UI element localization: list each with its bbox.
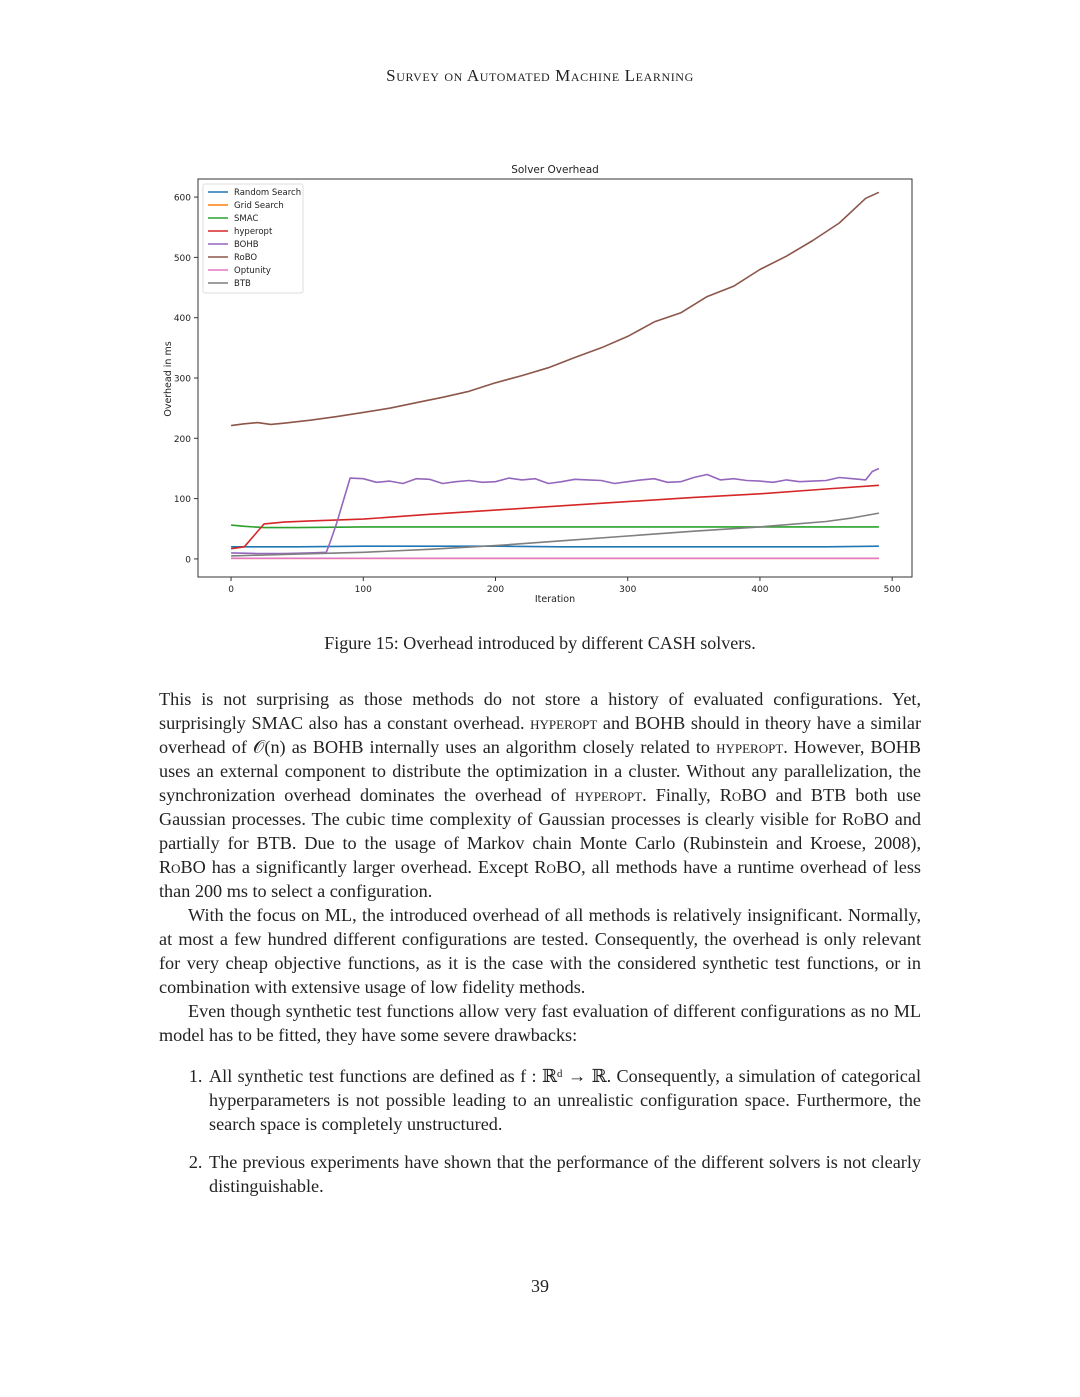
body-text (159, 687, 921, 1212)
y-axis (174, 194, 198, 566)
figure-caption: Figure 15: Overhead introduced by different CASH solvers. (324, 633, 756, 653)
x-tick-label: 500 (883, 585, 901, 595)
x-tick-label: 300 (619, 585, 637, 595)
drawbacks-list (159, 1064, 921, 1198)
small-caps-name: hyperopt (716, 737, 784, 757)
small-caps-name: RoBO (534, 857, 582, 877)
running-header: Survey on Automated Machine Learning (386, 66, 694, 85)
legend-label: Random Search (234, 188, 302, 198)
x-tick-label: 200 (486, 585, 505, 595)
x-tick-label: 400 (751, 585, 769, 595)
text-run: . However, BOHB uses an external component to distribute the optimization in a cluster. Without any parallelization, the synchronization overhead dominates the overhead of (159, 737, 921, 805)
legend-label: Grid Search (234, 201, 284, 211)
series-line-hyperopt (231, 485, 879, 548)
figure-solver-overhead (150, 155, 930, 615)
list-item: 1. All synthetic test functions are defined as f : ℝᵈ → ℝ. Consequently, a simulation of categorical hyperparameters is not possible leading to an unrealistic configuration space. Furthermore, the search space is completely unstructured. (207, 1064, 921, 1136)
y-tick-label: 0 (185, 555, 191, 566)
text-run: and partially for BTB. Due to the usage of Markov chain Monte Carlo (Rubinstein and Kroese, 2008), (159, 809, 922, 853)
x-axis (228, 577, 901, 595)
small-caps-name: RoBO (159, 857, 206, 877)
paragraph-3: Even though synthetic test functions allow very fast evaluation of different configurations as no ML model has to be fitted, they have some severe drawbacks: (159, 1001, 921, 1045)
text-run: and BOHB should in theory have a similar overhead of 𝒪(n) as BOHB internally uses an algorithm closely related to (159, 713, 921, 757)
text-run: and BTB both use Gaussian processes. The cubic time complexity of Gaussian processes is clearly visible for (159, 785, 921, 829)
x-axis-label: Iteration (534, 594, 576, 605)
y-tick-label: 300 (173, 374, 191, 385)
small-caps-name: hyperopt (530, 713, 598, 733)
small-caps-name: RoBO (719, 785, 767, 805)
y-tick-label: 600 (173, 193, 191, 204)
page-number: 39 (531, 1276, 549, 1296)
y-tick-label: 200 (173, 434, 191, 445)
y-axis-label: Overhead in ms (163, 341, 174, 417)
line-chart (150, 155, 930, 615)
y-tick-label: 400 (173, 314, 191, 325)
legend-label: hyperopt (234, 227, 273, 237)
legend-label: BOHB (234, 240, 259, 250)
text-run: has a significantly larger overhead. Except (205, 857, 535, 877)
paragraph-1 (159, 687, 921, 903)
small-caps-name: hyperopt (574, 785, 643, 805)
x-tick-label: 100 (354, 585, 372, 595)
paragraph-2: With the focus on ML, the introduced overhead of all methods is relatively insignificant. Normally, at most a few hundred different configurations are tested. Consequently, the overhead is only relevant for very cheap objective functions, as it is the case with the considered synthetic test functions, or in combination with extensive usage of low fidelity methods. (159, 905, 921, 997)
chart-legend (203, 184, 303, 293)
legend-label: BTB (234, 279, 251, 289)
chart-title: Solver Overhead (511, 164, 599, 176)
x-tick-label: 0 (228, 585, 234, 595)
y-tick-label: 100 (173, 495, 191, 506)
legend-label: RoBO (234, 253, 258, 263)
small-caps-name: RoBO (841, 809, 889, 829)
series-lines (231, 192, 879, 558)
list-item: 2. The previous experiments have shown that the performance of the different solvers is not clearly distinguishable. (207, 1150, 921, 1198)
text-run: . Finally, (642, 785, 720, 805)
text-run: This is not surprising as those methods do not store a history of evaluated configurations. Yet, surprisingly SMAC also has a constant overhead. (159, 689, 921, 733)
legend-label: SMAC (234, 214, 259, 224)
text-run: , all methods have a runtime overhead of less than 200 ms to select a configuration. (159, 857, 921, 901)
plot-frame (198, 179, 912, 577)
legend-label: Optunity (234, 266, 271, 276)
series-line-robo (231, 192, 879, 425)
y-tick-label: 500 (173, 253, 191, 264)
